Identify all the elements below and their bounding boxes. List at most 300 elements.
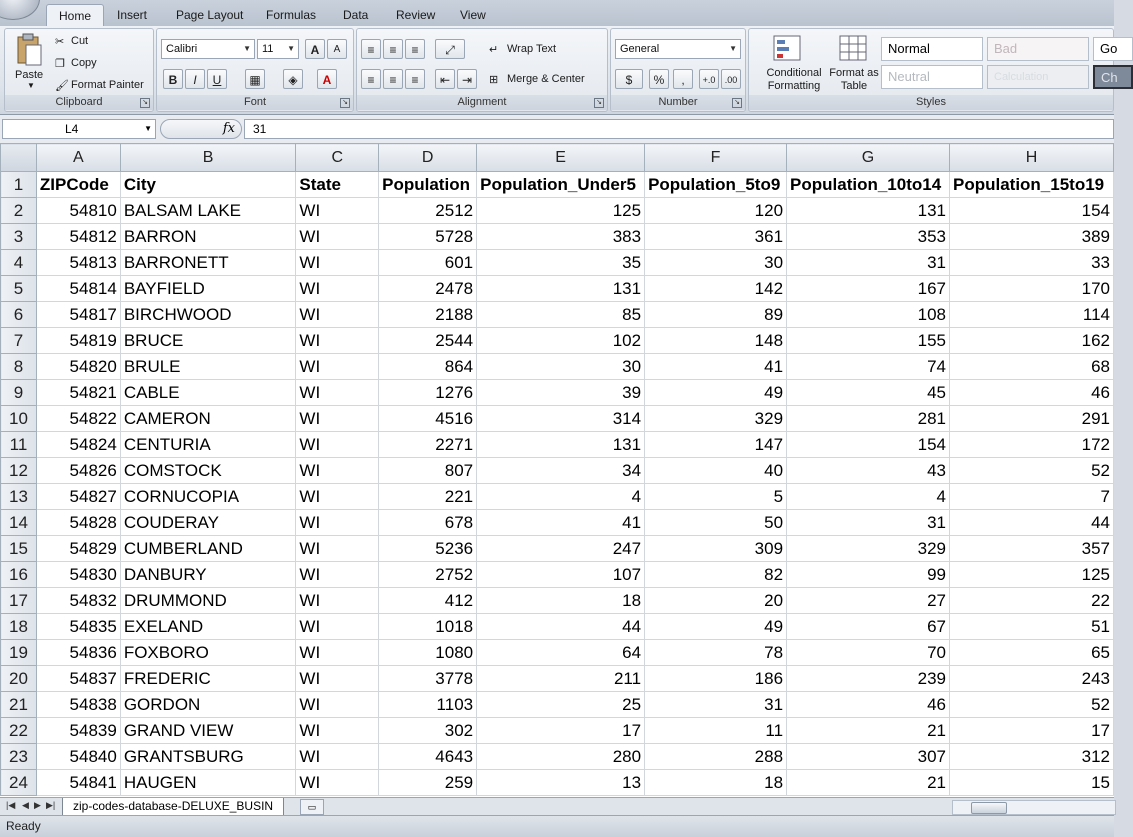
office-button[interactable] [0, 0, 40, 20]
table-cell[interactable]: 68 [949, 354, 1113, 380]
table-cell[interactable]: 108 [787, 302, 950, 328]
table-cell[interactable]: WI [296, 406, 379, 432]
horizontal-scrollbar[interactable] [952, 800, 1116, 815]
table-cell[interactable]: WI [296, 250, 379, 276]
copy-button[interactable]: Copy [71, 57, 97, 69]
table-cell[interactable]: 247 [477, 536, 645, 562]
table-cell[interactable]: 167 [787, 276, 950, 302]
table-cell[interactable]: 74 [787, 354, 950, 380]
table-cell[interactable]: 85 [477, 302, 645, 328]
table-cell[interactable]: 18 [477, 588, 645, 614]
table-cell[interactable]: 54838 [36, 692, 120, 718]
table-cell[interactable]: 353 [787, 224, 950, 250]
first-sheet-icon[interactable]: |◀ [6, 800, 16, 810]
shrink-font-button[interactable]: A [327, 39, 347, 59]
table-cell[interactable]: 25 [477, 692, 645, 718]
table-cell[interactable]: 65 [949, 640, 1113, 666]
row-header[interactable]: 4 [1, 250, 37, 276]
style-good[interactable]: Go [1093, 37, 1133, 61]
table-cell[interactable]: CAMERON [120, 406, 296, 432]
table-cell[interactable]: 125 [949, 562, 1113, 588]
table-cell[interactable]: 155 [787, 328, 950, 354]
row-header[interactable]: 17 [1, 588, 37, 614]
table-cell[interactable]: WI [296, 276, 379, 302]
column-header[interactable]: B [120, 144, 296, 172]
alignment-group-label: Alignment [357, 95, 607, 110]
row-header[interactable]: 14 [1, 510, 37, 536]
sheet-tab[interactable]: zip-codes-database-DELUXE_BUSIN [62, 798, 284, 816]
table-cell[interactable]: WI [296, 744, 379, 770]
table-cell[interactable]: 31 [787, 510, 950, 536]
table-cell[interactable]: 302 [379, 718, 477, 744]
table-cell[interactable]: 51 [949, 614, 1113, 640]
table-cell[interactable]: 50 [645, 510, 787, 536]
table-cell[interactable]: 39 [477, 380, 645, 406]
table-cell[interactable]: 11 [645, 718, 787, 744]
table-cell[interactable]: 41 [477, 510, 645, 536]
table-cell[interactable]: 52 [949, 692, 1113, 718]
table-cell[interactable]: 43 [787, 458, 950, 484]
table-cell[interactable]: 31 [787, 250, 950, 276]
table-cell[interactable]: 2512 [379, 198, 477, 224]
cut-button[interactable]: Cut [71, 35, 89, 47]
table-cell[interactable]: COMSTOCK [120, 458, 296, 484]
table-cell[interactable]: 22 [949, 588, 1113, 614]
tab-data[interactable]: Data [343, 8, 369, 22]
table-cell[interactable]: 54826 [36, 458, 120, 484]
table-cell[interactable]: 17 [477, 718, 645, 744]
table-cell[interactable]: 383 [477, 224, 645, 250]
table-cell[interactable]: 361 [645, 224, 787, 250]
table-cell[interactable]: 280 [477, 744, 645, 770]
table-cell[interactable]: 291 [949, 406, 1113, 432]
table-cell[interactable]: 17 [949, 718, 1113, 744]
increase-decimal-icon[interactable]: +.0 [699, 69, 719, 89]
table-cell[interactable]: WI [296, 770, 379, 796]
header-cell[interactable]: Population_15to19 [949, 172, 1113, 198]
table-cell[interactable]: GRAND VIEW [120, 718, 296, 744]
table-cell[interactable]: 5 [645, 484, 787, 510]
align-center-icon[interactable]: ≡ [383, 69, 403, 89]
table-cell[interactable]: DRUMMOND [120, 588, 296, 614]
scrollbar-thumb[interactable] [971, 802, 1007, 814]
table-cell[interactable]: BAYFIELD [120, 276, 296, 302]
table-cell[interactable]: 678 [379, 510, 477, 536]
number-launcher-icon[interactable]: ↘ [732, 98, 742, 108]
table-cell[interactable]: 389 [949, 224, 1113, 250]
table-cell[interactable]: 329 [645, 406, 787, 432]
table-cell[interactable]: 64 [477, 640, 645, 666]
table-cell[interactable]: 78 [645, 640, 787, 666]
name-box-value: L4 [65, 122, 79, 136]
align-middle-icon[interactable]: ≡ [383, 39, 403, 59]
table-cell[interactable]: WI [296, 614, 379, 640]
format-painter-icon: 🖌 [55, 80, 69, 92]
table-cell[interactable]: 154 [787, 432, 950, 458]
row-header[interactable]: 24 [1, 770, 37, 796]
next-sheet-icon[interactable]: ▶ [34, 800, 41, 810]
table-cell[interactable]: 18 [645, 770, 787, 796]
table-cell[interactable]: 54824 [36, 432, 120, 458]
status-bar [0, 815, 1114, 837]
italic-button[interactable]: I [185, 69, 205, 89]
table-cell[interactable]: WI [296, 380, 379, 406]
table-cell[interactable]: 120 [645, 198, 787, 224]
row-header[interactable]: 22 [1, 718, 37, 744]
row-header[interactable]: 9 [1, 380, 37, 406]
row-header[interactable]: 2 [1, 198, 37, 224]
column-header[interactable]: A [36, 144, 120, 172]
table-cell[interactable]: 44 [949, 510, 1113, 536]
row-header[interactable]: 15 [1, 536, 37, 562]
table-cell[interactable]: 412 [379, 588, 477, 614]
table-cell[interactable]: FOXBORO [120, 640, 296, 666]
table-cell[interactable]: 54836 [36, 640, 120, 666]
table-cell[interactable]: 4516 [379, 406, 477, 432]
insert-sheet-icon[interactable]: ▭ [300, 799, 324, 815]
table-cell[interactable]: WI [296, 510, 379, 536]
style-check[interactable]: Ch [1093, 65, 1133, 89]
table-cell[interactable]: 2271 [379, 432, 477, 458]
decrease-indent-icon[interactable]: ⇤ [435, 69, 455, 89]
table-cell[interactable]: 54830 [36, 562, 120, 588]
table-cell[interactable]: 142 [645, 276, 787, 302]
table-cell[interactable]: 2478 [379, 276, 477, 302]
table-cell[interactable]: WI [296, 692, 379, 718]
table-cell[interactable]: 54810 [36, 198, 120, 224]
table-cell[interactable]: 601 [379, 250, 477, 276]
table-cell[interactable]: 125 [477, 198, 645, 224]
table-cell[interactable]: 314 [477, 406, 645, 432]
table-cell[interactable]: 4 [787, 484, 950, 510]
table-cell[interactable]: WI [296, 666, 379, 692]
table-cell[interactable]: 5236 [379, 536, 477, 562]
table-cell[interactable]: 186 [645, 666, 787, 692]
select-all-corner[interactable] [1, 144, 37, 172]
table-cell[interactable]: 131 [787, 198, 950, 224]
increase-indent-icon[interactable]: ⇥ [457, 69, 477, 89]
table-cell[interactable]: 154 [949, 198, 1113, 224]
table-cell[interactable]: 131 [477, 432, 645, 458]
row-header[interactable]: 11 [1, 432, 37, 458]
table-cell[interactable]: 41 [645, 354, 787, 380]
table-cell[interactable]: 54822 [36, 406, 120, 432]
table-cell[interactable]: 102 [477, 328, 645, 354]
table-cell[interactable]: FREDERIC [120, 666, 296, 692]
table-cell[interactable]: CABLE [120, 380, 296, 406]
table-cell[interactable]: 54829 [36, 536, 120, 562]
table-cell[interactable]: WI [296, 432, 379, 458]
header-cell[interactable]: Population_5to9 [645, 172, 787, 198]
borders-icon[interactable]: ▦ [245, 69, 265, 89]
row-header[interactable]: 10 [1, 406, 37, 432]
table-cell[interactable]: 46 [949, 380, 1113, 406]
table-cell[interactable]: 7 [949, 484, 1113, 510]
table-cell[interactable]: EXELAND [120, 614, 296, 640]
table-cell[interactable]: CUMBERLAND [120, 536, 296, 562]
table-cell[interactable]: 221 [379, 484, 477, 510]
table-cell[interactable]: 54832 [36, 588, 120, 614]
table-cell[interactable]: 54817 [36, 302, 120, 328]
table-cell[interactable]: 54839 [36, 718, 120, 744]
last-sheet-icon[interactable]: ▶| [46, 800, 56, 810]
tab-review[interactable]: Review [396, 8, 436, 22]
decrease-decimal-icon[interactable]: .00 [721, 69, 741, 89]
table-cell[interactable]: 70 [787, 640, 950, 666]
table-cell[interactable]: DANBURY [120, 562, 296, 588]
table-cell[interactable]: 54841 [36, 770, 120, 796]
table-cell[interactable]: 21 [787, 718, 950, 744]
table-cell[interactable]: 1103 [379, 692, 477, 718]
tab-home[interactable]: Home [46, 4, 104, 27]
paste-button[interactable] [9, 31, 49, 93]
table-cell[interactable]: 147 [645, 432, 787, 458]
column-header[interactable]: D [379, 144, 477, 172]
table-cell[interactable]: 40 [645, 458, 787, 484]
column-header[interactable]: C [296, 144, 379, 172]
table-cell[interactable]: 54837 [36, 666, 120, 692]
header-cell[interactable]: ZIPCode [36, 172, 120, 198]
table-cell[interactable]: 131 [477, 276, 645, 302]
name-box[interactable] [2, 119, 156, 139]
row-header[interactable]: 20 [1, 666, 37, 692]
table-cell[interactable]: 2188 [379, 302, 477, 328]
row-header[interactable]: 5 [1, 276, 37, 302]
table-cell[interactable]: 35 [477, 250, 645, 276]
merge-center-button[interactable]: Merge & Center [507, 73, 585, 85]
row-header[interactable]: 7 [1, 328, 37, 354]
style-normal[interactable]: Normal [881, 37, 983, 61]
font-name-select[interactable] [161, 39, 255, 59]
table-cell[interactable]: 31 [645, 692, 787, 718]
table-cell[interactable]: 54813 [36, 250, 120, 276]
table-cell[interactable]: 20 [645, 588, 787, 614]
table-cell[interactable]: WI [296, 224, 379, 250]
table-cell[interactable]: 30 [645, 250, 787, 276]
bold-button[interactable]: B [163, 69, 183, 89]
grow-font-button[interactable]: A [305, 39, 325, 59]
table-cell[interactable]: 312 [949, 744, 1113, 770]
table-cell[interactable]: BALSAM LAKE [120, 198, 296, 224]
table-cell[interactable]: 1018 [379, 614, 477, 640]
table-cell[interactable]: GRANTSBURG [120, 744, 296, 770]
tab-formulas[interactable]: Formulas [266, 8, 317, 22]
tab-insert[interactable]: Insert [117, 8, 148, 22]
prev-sheet-icon[interactable]: ◀ [22, 800, 29, 810]
table-cell[interactable]: 27 [787, 588, 950, 614]
table-cell[interactable]: BRULE [120, 354, 296, 380]
table-cell[interactable]: 89 [645, 302, 787, 328]
table-cell[interactable]: 309 [645, 536, 787, 562]
conditional-formatting-button[interactable] [753, 33, 827, 95]
align-right-icon[interactable]: ≡ [405, 69, 425, 89]
table-cell[interactable]: WI [296, 328, 379, 354]
insert-function-button[interactable] [160, 119, 242, 139]
table-cell[interactable]: 54821 [36, 380, 120, 406]
table-cell[interactable]: 54835 [36, 614, 120, 640]
table-cell[interactable]: 329 [787, 536, 950, 562]
table-cell[interactable]: 864 [379, 354, 477, 380]
row-header[interactable]: 23 [1, 744, 37, 770]
table-cell[interactable]: BARRONETT [120, 250, 296, 276]
format-as-table-icon [839, 35, 869, 63]
table-cell[interactable]: 67 [787, 614, 950, 640]
comma-button[interactable]: , [673, 69, 693, 89]
table-cell[interactable]: 172 [949, 432, 1113, 458]
style-calculation[interactable]: Calculation [987, 65, 1089, 89]
table-cell[interactable]: 170 [949, 276, 1113, 302]
table-cell[interactable]: 54827 [36, 484, 120, 510]
table-cell[interactable]: 4643 [379, 744, 477, 770]
fill-color-icon[interactable]: ◈ [283, 69, 303, 89]
column-header[interactable]: G [787, 144, 950, 172]
align-bottom-icon[interactable]: ≡ [405, 39, 425, 59]
table-cell[interactable]: 1276 [379, 380, 477, 406]
table-cell[interactable]: WI [296, 718, 379, 744]
table-cell[interactable]: WI [296, 302, 379, 328]
table-cell[interactable]: 54812 [36, 224, 120, 250]
table-cell[interactable]: 2752 [379, 562, 477, 588]
header-cell[interactable]: Population_Under5 [477, 172, 645, 198]
header-cell[interactable]: Population [379, 172, 477, 198]
table-cell[interactable]: 30 [477, 354, 645, 380]
table-cell[interactable]: 13 [477, 770, 645, 796]
row-header[interactable]: 16 [1, 562, 37, 588]
spreadsheet-grid [0, 143, 1114, 797]
header-cell[interactable]: Population_10to14 [787, 172, 950, 198]
format-painter-button[interactable]: Format Painter [71, 79, 144, 91]
header-cell[interactable]: City [120, 172, 296, 198]
table-cell[interactable]: BRUCE [120, 328, 296, 354]
column-header[interactable]: E [477, 144, 645, 172]
format-as-table-button[interactable] [829, 33, 879, 95]
table-cell[interactable]: 33 [949, 250, 1113, 276]
alignment-launcher-icon[interactable]: ↘ [594, 98, 604, 108]
table-cell[interactable]: WI [296, 354, 379, 380]
row-header[interactable]: 13 [1, 484, 37, 510]
table-cell[interactable]: 148 [645, 328, 787, 354]
table-cell[interactable]: BARRON [120, 224, 296, 250]
row-header[interactable]: 3 [1, 224, 37, 250]
table-cell[interactable]: GORDON [120, 692, 296, 718]
table-cell[interactable]: 54828 [36, 510, 120, 536]
header-cell[interactable]: State [296, 172, 379, 198]
table-cell[interactable]: 259 [379, 770, 477, 796]
row-header[interactable]: 6 [1, 302, 37, 328]
column-header[interactable]: F [645, 144, 787, 172]
table-cell[interactable]: 114 [949, 302, 1113, 328]
row-header[interactable]: 21 [1, 692, 37, 718]
table-cell[interactable]: 281 [787, 406, 950, 432]
table-cell[interactable]: 807 [379, 458, 477, 484]
wrap-text-button[interactable]: Wrap Text [507, 43, 557, 55]
table-cell[interactable]: 357 [949, 536, 1113, 562]
table-cell[interactable]: WI [296, 458, 379, 484]
table-cell[interactable]: 162 [949, 328, 1113, 354]
ribbon-tab-bar [0, 0, 1114, 26]
table-cell[interactable]: CENTURIA [120, 432, 296, 458]
chevron-down-icon: ▼ [243, 44, 251, 53]
table-cell[interactable]: 21 [787, 770, 950, 796]
table-cell[interactable]: 54819 [36, 328, 120, 354]
style-bad[interactable]: Bad [987, 37, 1089, 61]
table-row [1, 484, 1114, 510]
font-color-button[interactable]: A [317, 69, 337, 89]
table-cell[interactable]: 54840 [36, 744, 120, 770]
row-header[interactable]: 12 [1, 458, 37, 484]
table-cell[interactable]: 49 [645, 614, 787, 640]
table-cell[interactable]: 49 [645, 380, 787, 406]
row-header[interactable]: 1 [1, 172, 37, 198]
table-cell[interactable]: 46 [787, 692, 950, 718]
table-cell[interactable]: 307 [787, 744, 950, 770]
table-cell[interactable]: 54814 [36, 276, 120, 302]
table-cell[interactable]: 107 [477, 562, 645, 588]
percent-button[interactable]: % [649, 69, 669, 89]
table-cell[interactable]: BIRCHWOOD [120, 302, 296, 328]
table-cell[interactable]: 2544 [379, 328, 477, 354]
align-left-icon[interactable]: ≡ [361, 69, 381, 89]
table-cell[interactable]: 243 [949, 666, 1113, 692]
table-cell[interactable]: 211 [477, 666, 645, 692]
table-cell[interactable]: 5728 [379, 224, 477, 250]
table-cell[interactable]: 45 [787, 380, 950, 406]
paste-icon [15, 33, 43, 67]
table-cell[interactable]: 1080 [379, 640, 477, 666]
align-top-icon[interactable]: ≡ [361, 39, 381, 59]
table-cell[interactable]: 288 [645, 744, 787, 770]
orientation-icon[interactable]: ⤢ [435, 39, 465, 59]
table-cell[interactable]: WI [296, 640, 379, 666]
style-neutral[interactable]: Neutral [881, 65, 983, 89]
table-cell[interactable]: CORNUCOPIA [120, 484, 296, 510]
wrap-text-icon: ↵ [489, 44, 499, 56]
table-cell[interactable]: WI [296, 562, 379, 588]
column-header[interactable]: H [949, 144, 1113, 172]
table-cell[interactable]: 3778 [379, 666, 477, 692]
number-format-select[interactable] [615, 39, 741, 59]
table-cell[interactable]: COUDERAY [120, 510, 296, 536]
table-cell[interactable]: 15 [949, 770, 1113, 796]
underline-button[interactable]: U [207, 69, 227, 89]
table-cell[interactable]: 52 [949, 458, 1113, 484]
clipboard-launcher-icon[interactable]: ↘ [140, 98, 150, 108]
table-cell[interactable]: 99 [787, 562, 950, 588]
font-size-select[interactable] [257, 39, 299, 59]
table-cell[interactable]: 54820 [36, 354, 120, 380]
table-cell[interactable]: WI [296, 588, 379, 614]
row-header[interactable]: 19 [1, 640, 37, 666]
table-cell[interactable]: WI [296, 536, 379, 562]
row-header[interactable]: 8 [1, 354, 37, 380]
currency-button[interactable]: $ [615, 69, 643, 89]
table-cell[interactable]: 44 [477, 614, 645, 640]
table-cell[interactable]: 239 [787, 666, 950, 692]
table-cell[interactable]: HAUGEN [120, 770, 296, 796]
tab-page-layout[interactable]: Page Layout [176, 8, 244, 22]
font-name-value: Calibri [166, 43, 198, 55]
table-cell[interactable]: WI [296, 198, 379, 224]
row-header[interactable]: 18 [1, 614, 37, 640]
table-cell[interactable]: WI [296, 484, 379, 510]
table-cell[interactable]: 34 [477, 458, 645, 484]
formula-input[interactable]: 31 [244, 119, 1114, 139]
table-cell[interactable]: 4 [477, 484, 645, 510]
tab-view[interactable]: View [460, 8, 486, 22]
table-cell[interactable]: 82 [645, 562, 787, 588]
table-row [1, 536, 1114, 562]
font-launcher-icon[interactable]: ↘ [340, 98, 350, 108]
